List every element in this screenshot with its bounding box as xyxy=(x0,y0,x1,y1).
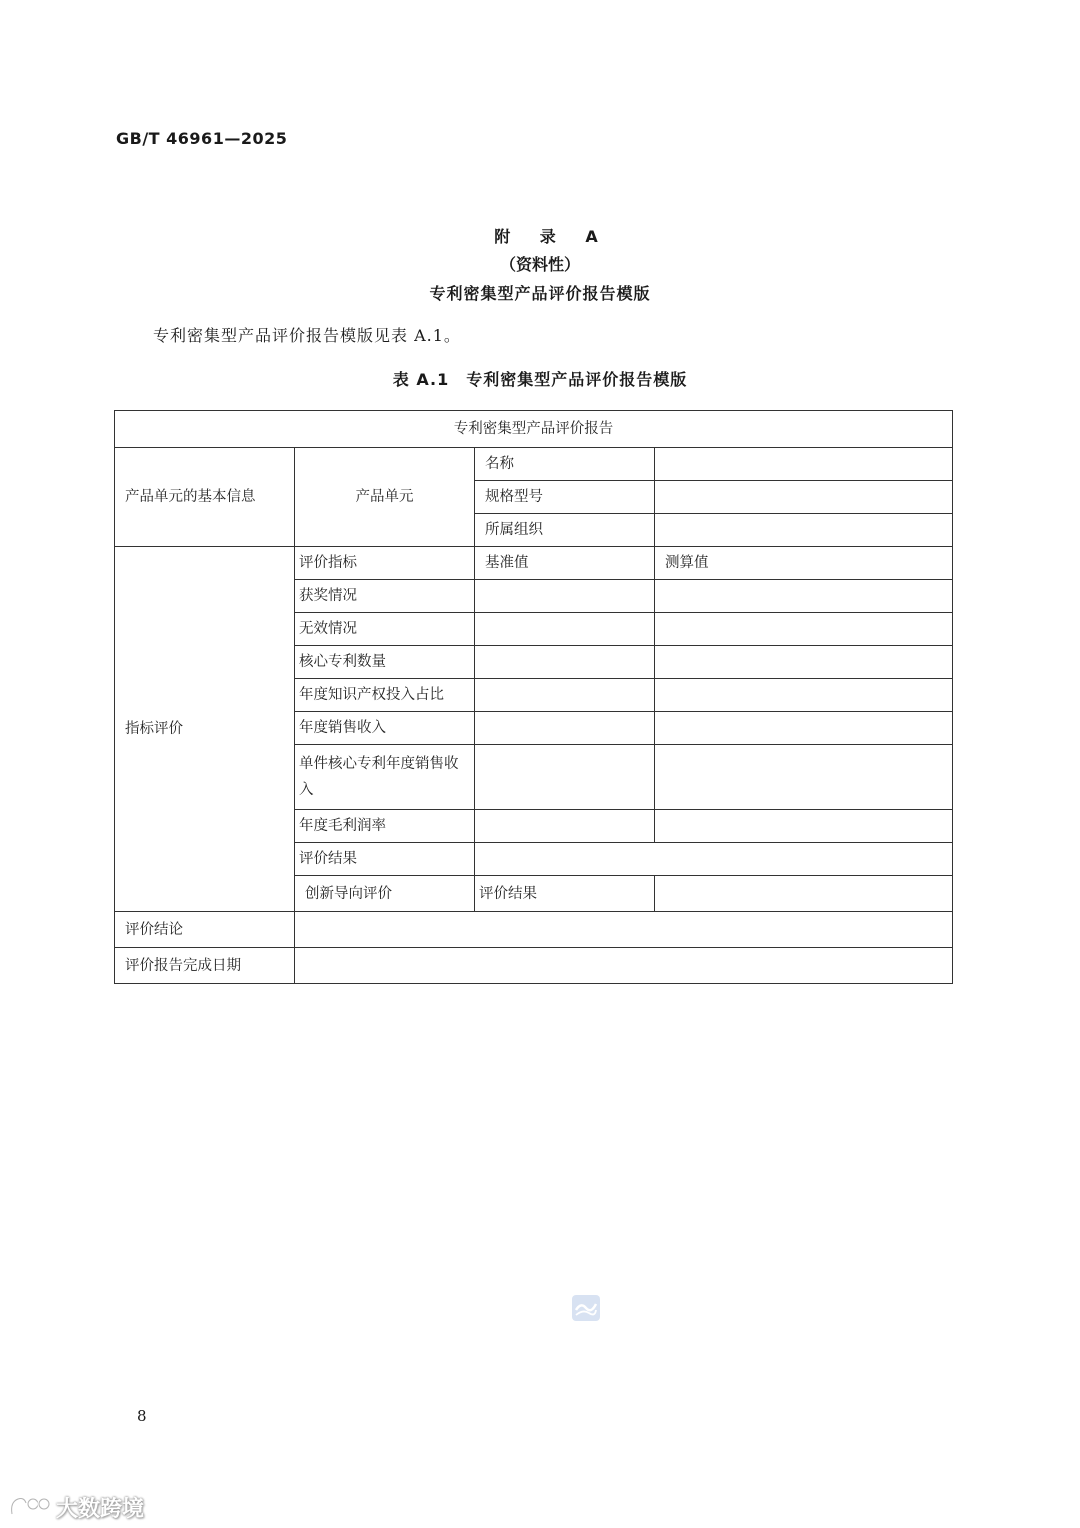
conclusion-label: 评价结论 xyxy=(115,912,295,948)
measured-cell[interactable] xyxy=(655,613,953,646)
product-unit-label: 产品单元 xyxy=(295,448,475,547)
watermark-text: 大数跨境 xyxy=(56,1496,145,1522)
completion-date-value[interactable] xyxy=(295,948,953,984)
indicator-label: 单件核心专利年度销售收入 xyxy=(295,745,475,810)
indicator-label: 获奖情况 xyxy=(295,580,475,613)
appendix-type: （资料性） xyxy=(499,255,580,274)
measured-cell[interactable] xyxy=(655,745,953,810)
appendix-title: 附 录 A xyxy=(494,227,610,246)
watermark xyxy=(8,1492,144,1522)
indicator-label: 年度知识产权投入占比 xyxy=(295,679,475,712)
completion-date-label: 评价报告完成日期 xyxy=(115,948,295,984)
indicator-label: 年度毛利润率 xyxy=(295,810,475,843)
field-label-name: 名称 xyxy=(475,448,655,481)
indicator-label: 核心专利数量 xyxy=(295,646,475,679)
field-value-model[interactable] xyxy=(655,481,953,514)
baseline-cell[interactable] xyxy=(475,580,655,613)
baseline-cell[interactable] xyxy=(475,646,655,679)
table-caption: 表 A.1 专利密集型产品评价报告模版 xyxy=(392,370,688,389)
indicator-result-label: 评价结果 xyxy=(295,843,475,876)
table-title: 专利密集型产品评价报告 xyxy=(115,411,953,448)
indicator-result-value[interactable] xyxy=(475,843,953,876)
basic-info-label: 产品单元的基本信息 xyxy=(115,448,295,547)
measured-cell[interactable] xyxy=(655,810,953,843)
sac-logo-icon xyxy=(571,1294,601,1322)
measured-cell[interactable] xyxy=(655,646,953,679)
indicator-label: 年度销售收入 xyxy=(295,712,475,745)
innovation-result-value[interactable] xyxy=(655,876,953,912)
conclusion-value[interactable] xyxy=(295,912,953,948)
baseline-cell[interactable] xyxy=(475,613,655,646)
watermark-logo-icon xyxy=(8,1494,52,1520)
appendix-name: 专利密集型产品评价报告模版 xyxy=(429,284,651,303)
intro-paragraph: 专利密集型产品评价报告模版见表 A.1。 xyxy=(153,326,461,345)
baseline-cell[interactable] xyxy=(475,810,655,843)
baseline-cell[interactable] xyxy=(475,745,655,810)
field-value-name[interactable] xyxy=(655,448,953,481)
measured-cell[interactable] xyxy=(655,712,953,745)
baseline-header: 基准值 xyxy=(475,547,655,580)
measured-cell[interactable] xyxy=(655,580,953,613)
indicator-eval-label: 指标评价 xyxy=(115,547,295,912)
measured-header: 测算值 xyxy=(655,547,953,580)
baseline-cell[interactable] xyxy=(475,712,655,745)
indicator-header: 评价指标 xyxy=(295,547,475,580)
field-value-organization[interactable] xyxy=(655,514,953,547)
indicator-label: 无效情况 xyxy=(295,613,475,646)
page-number: 8 xyxy=(137,1407,147,1425)
baseline-cell[interactable] xyxy=(475,679,655,712)
field-label-model: 规格型号 xyxy=(475,481,655,514)
innovation-eval-label: 创新导向评价 xyxy=(295,876,475,912)
innovation-result-label: 评价结果 xyxy=(475,876,655,912)
field-label-organization: 所属组织 xyxy=(475,514,655,547)
measured-cell[interactable] xyxy=(655,679,953,712)
evaluation-report-table xyxy=(114,410,953,984)
standard-code: GB/T 46961—2025 xyxy=(116,129,288,148)
